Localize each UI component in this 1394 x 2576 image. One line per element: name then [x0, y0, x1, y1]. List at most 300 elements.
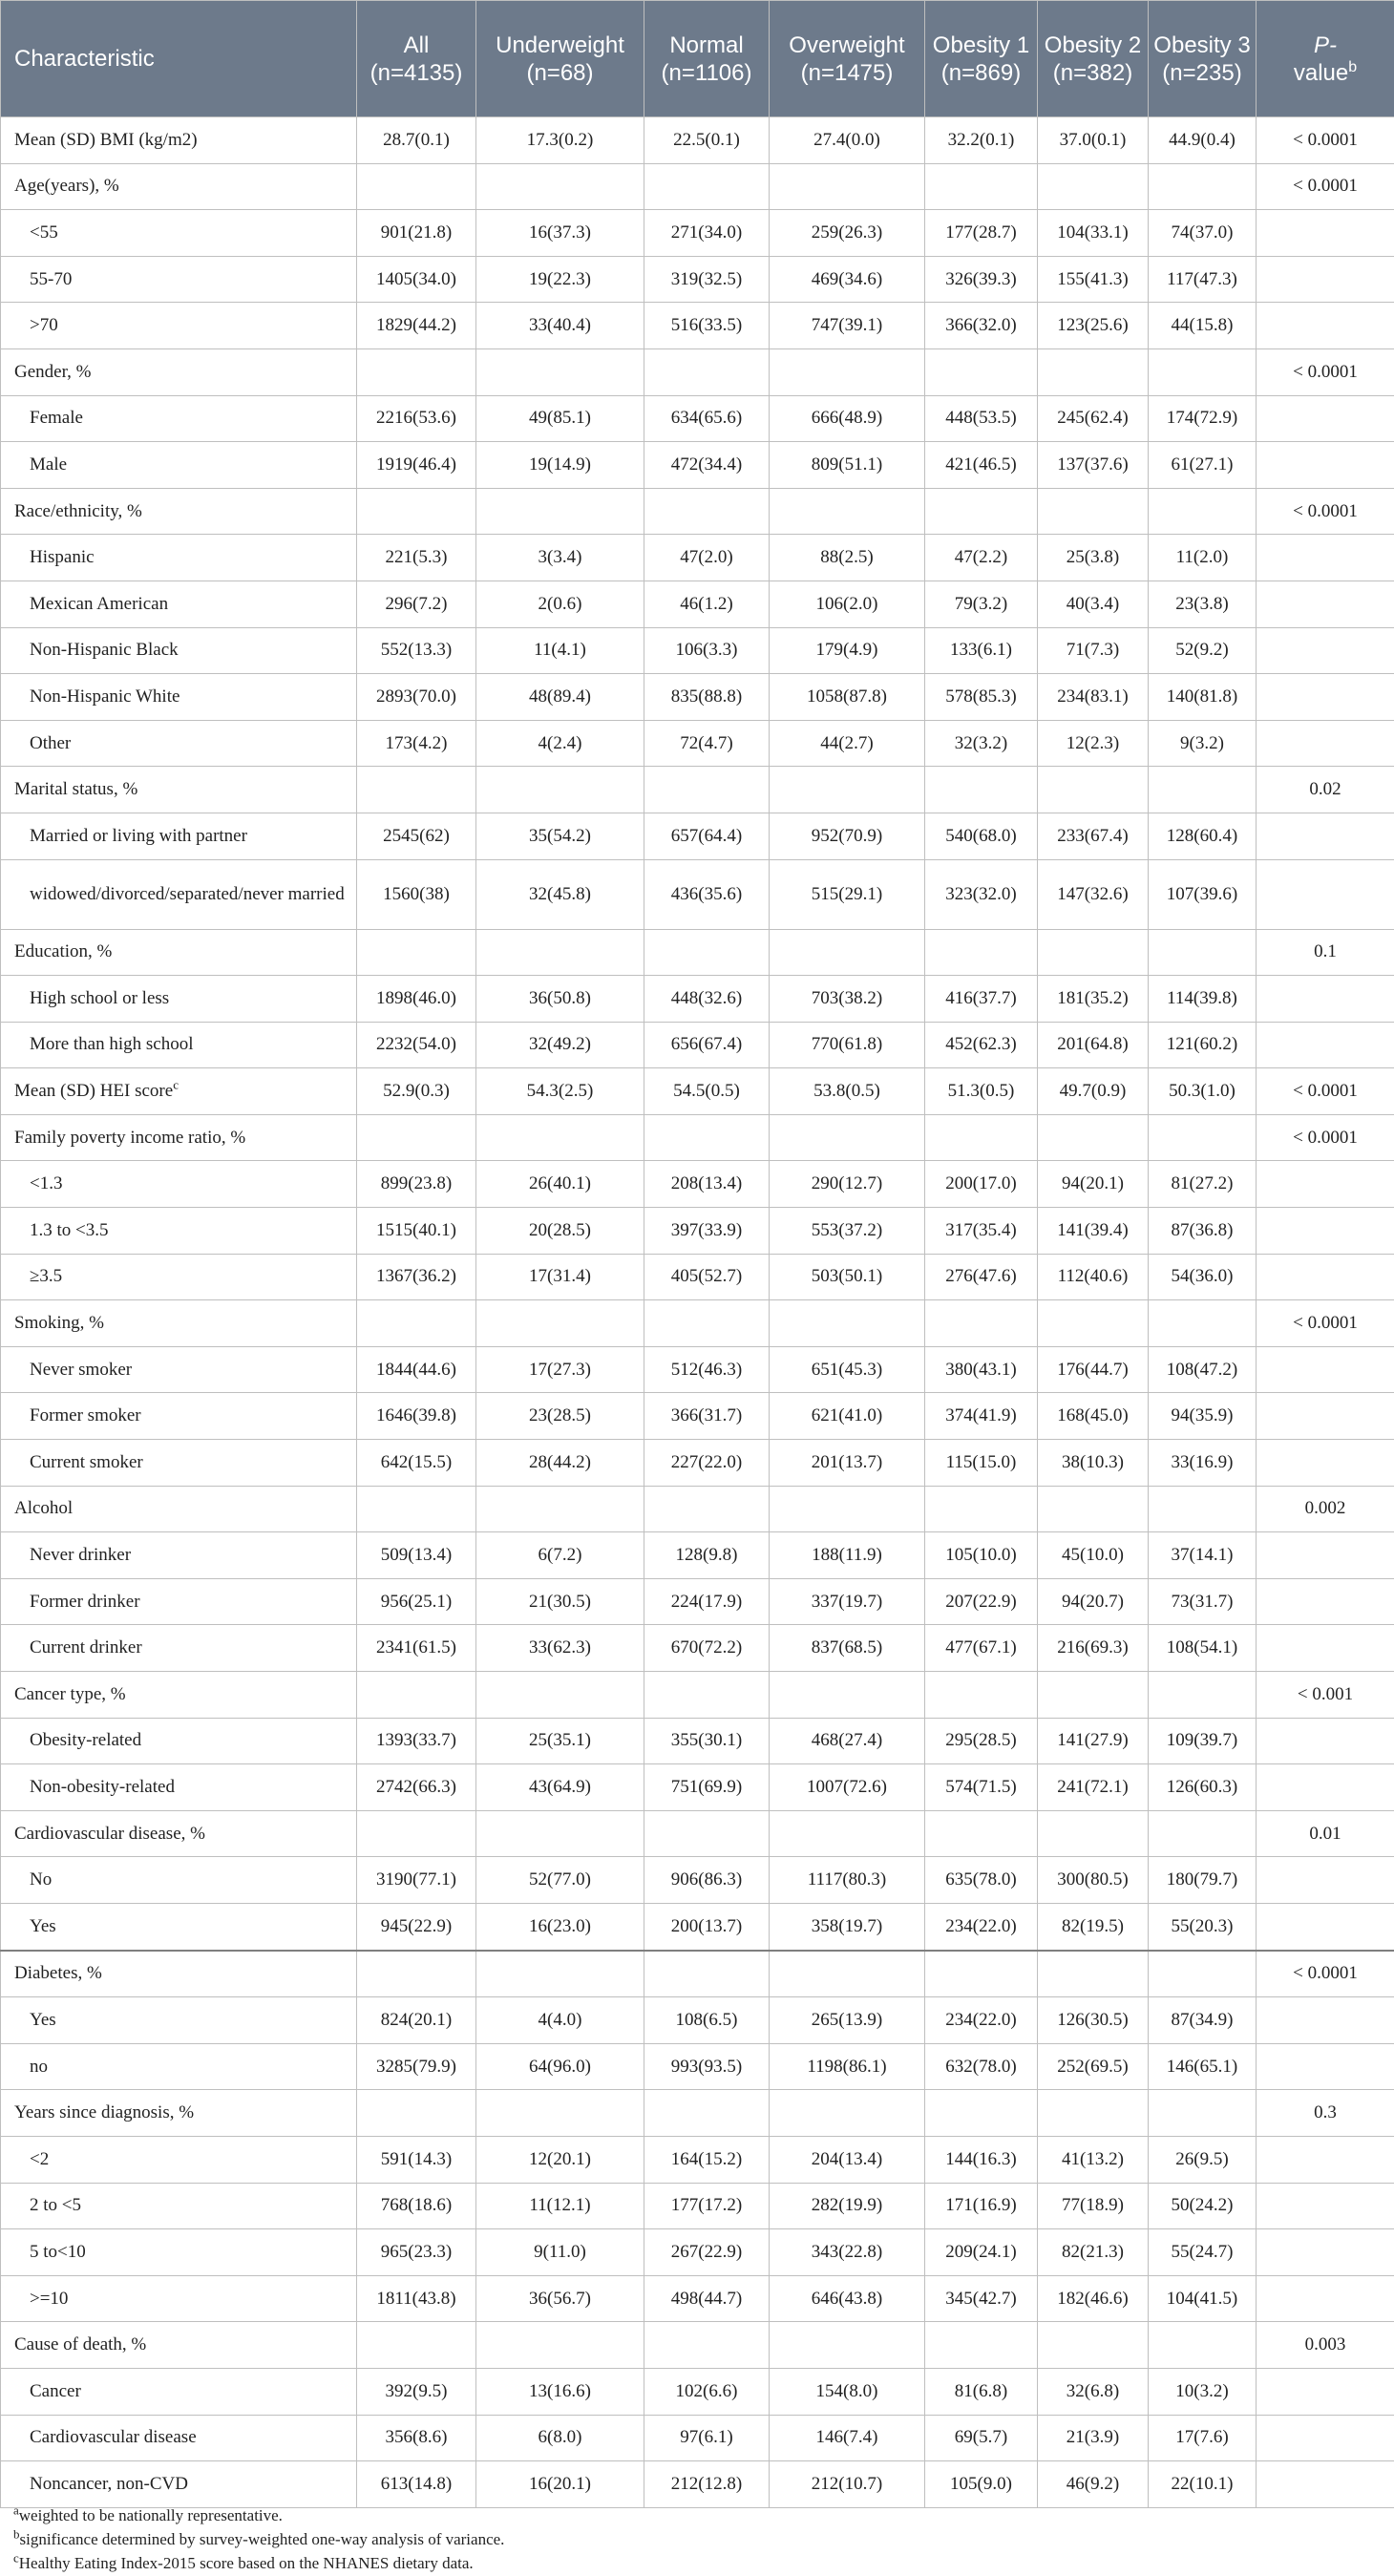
cell-value: 337(19.7)	[770, 1578, 925, 1625]
row-label	[1, 581, 357, 627]
cell-value	[925, 929, 1038, 976]
cell-value: 208(13.4)	[644, 1161, 770, 1208]
cell-value: 212(12.8)	[644, 2461, 770, 2508]
cell-value: 1515(40.1)	[357, 1208, 476, 1255]
cell-value: 634(65.6)	[644, 395, 770, 442]
row-label-text: Cardiovascular disease, %	[14, 1823, 205, 1844]
table-row	[1, 1532, 1394, 1579]
cell-value: 751(69.9)	[644, 1764, 770, 1811]
cell-value: 50(24.2)	[1149, 2183, 1257, 2229]
cell-value: 3285(79.9)	[357, 2043, 476, 2090]
cell-pvalue	[1257, 535, 1394, 581]
row-label	[1, 1114, 357, 1161]
cell-value: 108(6.5)	[644, 1997, 770, 2044]
cell-value: 295(28.5)	[925, 1718, 1038, 1764]
row-label-text: Race/ethnicity, %	[14, 500, 142, 521]
table-row	[1, 1718, 1394, 1764]
cell-value: 43(64.9)	[476, 1764, 644, 1811]
cell-value: 32(49.2)	[476, 1022, 644, 1068]
cell-value	[476, 1810, 644, 1857]
cell-value	[644, 2322, 770, 2369]
cell-value: 956(25.1)	[357, 1578, 476, 1625]
cell-value: 11(2.0)	[1149, 535, 1257, 581]
cell-pvalue	[1257, 1718, 1394, 1764]
cell-value: 397(33.9)	[644, 1208, 770, 1255]
row-label-text: Non-Hispanic Black	[30, 640, 179, 661]
row-label	[1, 2275, 357, 2322]
cell-value: 642(15.5)	[357, 1440, 476, 1487]
header-col-n: (n=68)	[526, 59, 594, 86]
cell-value: 27.4(0.0)	[770, 117, 925, 164]
table-row	[1, 581, 1394, 627]
cell-value: 1811(43.8)	[357, 2275, 476, 2322]
cell-value: 468(27.4)	[770, 1718, 925, 1764]
footnote-text: weighted to be nationally representative.	[18, 2506, 283, 2524]
cell-value	[644, 163, 770, 210]
cell-value: 19(14.9)	[476, 442, 644, 489]
cell-pvalue	[1257, 1208, 1394, 1255]
header-col-n: (n=235)	[1162, 59, 1242, 86]
cell-value: 234(22.0)	[925, 1997, 1038, 2044]
cell-value: 174(72.9)	[1149, 395, 1257, 442]
cell-value	[1038, 1486, 1149, 1532]
cell-value	[770, 767, 925, 813]
row-label	[1, 1764, 357, 1811]
footnote-text: significance determined by survey-weighted one-way analysis of variance.	[19, 2530, 505, 2548]
cell-value: 899(23.8)	[357, 1161, 476, 1208]
cell-value	[925, 767, 1038, 813]
row-label-text: Former smoker	[30, 1405, 141, 1426]
row-label-text: 1.3 to <3.5	[30, 1219, 109, 1240]
cell-value: 416(37.7)	[925, 976, 1038, 1023]
cell-value: 345(42.7)	[925, 2275, 1038, 2322]
row-label-text: no	[30, 2056, 48, 2077]
cell-value: 666(48.9)	[770, 395, 925, 442]
cell-value: 4(4.0)	[476, 1997, 644, 2044]
row-label-text: >70	[30, 315, 58, 336]
cell-value: 326(39.3)	[925, 256, 1038, 303]
row-label	[1, 1254, 357, 1300]
cell-value: 144(16.3)	[925, 2136, 1038, 2183]
cell-value: 51.3(0.5)	[925, 1068, 1038, 1115]
row-label	[1, 1068, 357, 1115]
cell-value	[476, 929, 644, 976]
cell-value: 32(6.8)	[1038, 2368, 1149, 2415]
cell-value: 552(13.3)	[357, 627, 476, 674]
cell-value	[476, 163, 644, 210]
cell-value: 71(7.3)	[1038, 627, 1149, 674]
cell-value: 176(44.7)	[1038, 1346, 1149, 1393]
cell-value	[1149, 767, 1257, 813]
cell-value: 55(24.7)	[1149, 2229, 1257, 2276]
cell-value: 233(67.4)	[1038, 813, 1149, 859]
cell-value: 2545(62)	[357, 813, 476, 859]
cell-value: 81(27.2)	[1149, 1161, 1257, 1208]
cell-value: 146(7.4)	[770, 2415, 925, 2461]
cell-pvalue: 0.01	[1257, 1810, 1394, 1857]
cell-value: 901(21.8)	[357, 210, 476, 257]
cell-value: 1829(44.2)	[357, 303, 476, 349]
cell-value: 88(2.5)	[770, 535, 925, 581]
table-row	[1, 256, 1394, 303]
row-label-text: >=10	[30, 2288, 69, 2309]
table-row	[1, 2136, 1394, 2183]
cell-pvalue: 0.3	[1257, 2090, 1394, 2137]
row-label	[1, 1997, 357, 2044]
cell-value	[1149, 1810, 1257, 1857]
cell-value: 11(12.1)	[476, 2183, 644, 2229]
cell-value: 61(27.1)	[1149, 442, 1257, 489]
cell-value	[925, 163, 1038, 210]
cell-pvalue	[1257, 1022, 1394, 1068]
cell-value: 747(39.1)	[770, 303, 925, 349]
cell-value	[476, 767, 644, 813]
cell-pvalue	[1257, 395, 1394, 442]
cell-value	[925, 348, 1038, 395]
cell-value	[770, 1300, 925, 1347]
table-row	[1, 1625, 1394, 1672]
cell-value: 52.9(0.3)	[357, 1068, 476, 1115]
cell-value: 271(34.0)	[644, 210, 770, 257]
row-label	[1, 1810, 357, 1857]
cell-value: 48(89.4)	[476, 674, 644, 721]
header-col-pvalue	[1257, 1, 1394, 117]
cell-value	[644, 1951, 770, 1997]
cell-value: 323(32.0)	[925, 859, 1038, 929]
row-label-text: Non-Hispanic White	[30, 686, 180, 707]
cell-value: 141(27.9)	[1038, 1718, 1149, 1764]
cell-value: 516(33.5)	[644, 303, 770, 349]
cell-value	[476, 2322, 644, 2369]
cell-value: 421(46.5)	[925, 442, 1038, 489]
row-label	[1, 2043, 357, 2090]
cell-value: 2232(54.0)	[357, 1022, 476, 1068]
table-row	[1, 2368, 1394, 2415]
cell-value: 2(0.6)	[476, 581, 644, 627]
cell-value	[644, 1300, 770, 1347]
cell-value: 54(36.0)	[1149, 1254, 1257, 1300]
row-label-text: widowed/divorced/separated/never married	[30, 883, 345, 904]
cell-value	[644, 929, 770, 976]
header-col-normal	[644, 1, 770, 117]
cell-pvalue	[1257, 720, 1394, 767]
cell-pvalue	[1257, 1903, 1394, 1950]
cell-value: 10(3.2)	[1149, 2368, 1257, 2415]
cell-pvalue	[1257, 813, 1394, 859]
cell-value: 69(5.7)	[925, 2415, 1038, 2461]
header-characteristic: Characteristic	[1, 1, 357, 117]
cell-value: 109(39.7)	[1149, 1718, 1257, 1764]
cell-value	[644, 488, 770, 535]
row-label-text: Gender, %	[14, 361, 92, 382]
cell-value: 33(16.9)	[1149, 1440, 1257, 1487]
cell-pvalue: 0.002	[1257, 1486, 1394, 1532]
section-row	[1, 767, 1394, 813]
row-label	[1, 1857, 357, 1904]
cell-value: 112(40.6)	[1038, 1254, 1149, 1300]
section-row	[1, 2090, 1394, 2137]
cell-value: 137(37.6)	[1038, 442, 1149, 489]
row-label-text: 2 to <5	[30, 2195, 81, 2216]
row-label-text: Family poverty income ratio, %	[14, 1127, 246, 1148]
cell-value	[476, 1672, 644, 1719]
cell-pvalue	[1257, 581, 1394, 627]
cell-value	[644, 1672, 770, 1719]
cell-value	[925, 2322, 1038, 2369]
table-row	[1, 627, 1394, 674]
header-col-n: (n=4135)	[370, 59, 463, 86]
cell-value: 23(28.5)	[476, 1393, 644, 1440]
table-row	[1, 2043, 1394, 2090]
cell-value: 45(10.0)	[1038, 1532, 1149, 1579]
row-label-text: Former drinker	[30, 1591, 140, 1612]
cell-value	[1149, 1114, 1257, 1161]
table-row	[1, 2415, 1394, 2461]
cell-value	[357, 767, 476, 813]
cell-value: 2893(70.0)	[357, 674, 476, 721]
cell-pvalue	[1257, 1857, 1394, 1904]
cell-value: 128(9.8)	[644, 1532, 770, 1579]
row-label-text: Noncancer, non-CVD	[30, 2473, 188, 2494]
cell-value: 591(14.3)	[357, 2136, 476, 2183]
cell-value: 613(14.8)	[357, 2461, 476, 2508]
cell-value	[770, 348, 925, 395]
cell-pvalue: 0.02	[1257, 767, 1394, 813]
cell-value: 469(34.6)	[770, 256, 925, 303]
cell-value: 40(3.4)	[1038, 581, 1149, 627]
row-label	[1, 1578, 357, 1625]
row-label	[1, 256, 357, 303]
cell-value	[770, 2322, 925, 2369]
cell-value	[770, 1810, 925, 1857]
cell-value: 22(10.1)	[1149, 2461, 1257, 2508]
row-label	[1, 1440, 357, 1487]
cell-value: 366(31.7)	[644, 1393, 770, 1440]
cell-value: 25(3.8)	[1038, 535, 1149, 581]
header-col-name: Underweight	[496, 32, 624, 58]
table-row	[1, 1857, 1394, 1904]
cell-value: 245(62.4)	[1038, 395, 1149, 442]
row-label	[1, 976, 357, 1023]
cell-value	[1149, 1486, 1257, 1532]
cell-value: 133(6.1)	[925, 627, 1038, 674]
row-label	[1, 1951, 357, 1997]
cell-value: 809(51.1)	[770, 442, 925, 489]
header-col-underweight	[476, 1, 644, 117]
row-label-text: <2	[30, 2148, 50, 2169]
table-row	[1, 1393, 1394, 1440]
pvalue-italic: P-	[1314, 32, 1337, 58]
row-label	[1, 210, 357, 257]
header-col-name: Obesity 2	[1044, 32, 1142, 58]
cell-value: 241(72.1)	[1038, 1764, 1149, 1811]
row-label-text: Never drinker	[30, 1545, 132, 1566]
cell-value: 9(11.0)	[476, 2229, 644, 2276]
row-label-text: Mean (SD) HEI score	[14, 1081, 174, 1102]
cell-value: 12(20.1)	[476, 2136, 644, 2183]
cell-value	[1038, 1300, 1149, 1347]
cell-pvalue	[1257, 2136, 1394, 2183]
cell-value	[357, 1672, 476, 1719]
header-col-n: (n=869)	[940, 59, 1022, 86]
cell-value: 33(40.4)	[476, 303, 644, 349]
cell-value	[770, 1114, 925, 1161]
cell-value: 105(9.0)	[925, 2461, 1038, 2508]
cell-value: 282(19.9)	[770, 2183, 925, 2229]
cell-pvalue	[1257, 210, 1394, 257]
row-label-text: <1.3	[30, 1173, 63, 1194]
cell-value: 703(38.2)	[770, 976, 925, 1023]
cell-value: 472(34.4)	[644, 442, 770, 489]
cell-pvalue	[1257, 1532, 1394, 1579]
cell-pvalue	[1257, 674, 1394, 721]
cell-value: 121(60.2)	[1149, 1022, 1257, 1068]
cell-value: 49.7(0.9)	[1038, 1068, 1149, 1115]
cell-value	[1038, 163, 1149, 210]
row-label-text: Married or living with partner	[30, 825, 247, 846]
table-row	[1, 2275, 1394, 2322]
cell-value: 47(2.0)	[644, 535, 770, 581]
cell-value: 358(19.7)	[770, 1903, 925, 1950]
cell-value: 216(69.3)	[1038, 1625, 1149, 1672]
cell-pvalue	[1257, 2415, 1394, 2461]
cell-value: 12(2.3)	[1038, 720, 1149, 767]
cell-value: 632(78.0)	[925, 2043, 1038, 2090]
cell-value: 41(13.2)	[1038, 2136, 1149, 2183]
cell-value: 16(37.3)	[476, 210, 644, 257]
cell-value: 276(47.6)	[925, 1254, 1038, 1300]
table-row	[1, 1578, 1394, 1625]
cell-pvalue	[1257, 1440, 1394, 1487]
section-row	[1, 2322, 1394, 2369]
row-label-text: Obesity-related	[30, 1730, 142, 1751]
row-label	[1, 2461, 357, 2508]
cell-value	[770, 1672, 925, 1719]
header-col-n: (n=382)	[1052, 59, 1133, 86]
row-label	[1, 1672, 357, 1719]
cell-value	[925, 1300, 1038, 1347]
cell-value: 290(12.7)	[770, 1161, 925, 1208]
cell-value	[357, 348, 476, 395]
table-row	[1, 117, 1394, 164]
cell-value: 477(67.1)	[925, 1625, 1038, 1672]
section-row	[1, 488, 1394, 535]
cell-value: 126(30.5)	[1038, 1997, 1149, 2044]
row-label-text: Cause of death, %	[14, 2334, 147, 2355]
cell-value: 392(9.5)	[357, 2368, 476, 2415]
cell-value: 300(80.5)	[1038, 1857, 1149, 1904]
table-row	[1, 720, 1394, 767]
row-label	[1, 929, 357, 976]
cell-value: 115(15.0)	[925, 1440, 1038, 1487]
cell-value: 6(7.2)	[476, 1532, 644, 1579]
cell-value: 168(45.0)	[1038, 1393, 1149, 1440]
cell-value: 104(33.1)	[1038, 210, 1149, 257]
cell-value: 173(4.2)	[357, 720, 476, 767]
cell-value: 155(41.3)	[1038, 256, 1149, 303]
cell-value: 147(32.6)	[1038, 859, 1149, 929]
cell-value: 651(45.3)	[770, 1346, 925, 1393]
cell-value	[770, 163, 925, 210]
row-label-text: Hispanic	[30, 547, 95, 568]
cell-value	[644, 2090, 770, 2137]
cell-value: 16(20.1)	[476, 2461, 644, 2508]
cell-value: 1393(33.7)	[357, 1718, 476, 1764]
cell-pvalue	[1257, 859, 1394, 929]
cell-value: 82(21.3)	[1038, 2229, 1149, 2276]
cell-value: 177(28.7)	[925, 210, 1038, 257]
cell-value: 6(8.0)	[476, 2415, 644, 2461]
header-col-name: Obesity 1	[932, 32, 1030, 58]
cell-value: 343(22.8)	[770, 2229, 925, 2276]
table-row	[1, 1254, 1394, 1300]
cell-pvalue	[1257, 2183, 1394, 2229]
row-label-text: <55	[30, 222, 58, 243]
cell-value: 374(41.9)	[925, 1393, 1038, 1440]
section-row	[1, 1672, 1394, 1719]
cell-value: 94(20.1)	[1038, 1161, 1149, 1208]
section-row	[1, 1300, 1394, 1347]
footnote-mark: c	[13, 2550, 19, 2565]
cell-value	[476, 1114, 644, 1161]
cell-value: 52(77.0)	[476, 1857, 644, 1904]
row-label	[1, 1486, 357, 1532]
table-row	[1, 1068, 1394, 1115]
cell-value: 141(39.4)	[1038, 1208, 1149, 1255]
cell-value: 117(47.3)	[1149, 256, 1257, 303]
cell-value: 44(2.7)	[770, 720, 925, 767]
cell-value	[770, 929, 925, 976]
row-label	[1, 303, 357, 349]
cell-pvalue	[1257, 1764, 1394, 1811]
cell-value: 3190(77.1)	[357, 1857, 476, 1904]
cell-value: 265(13.9)	[770, 1997, 925, 2044]
cell-value: 21(3.9)	[1038, 2415, 1149, 2461]
cell-value: 37(14.1)	[1149, 1532, 1257, 1579]
cell-value: 234(83.1)	[1038, 674, 1149, 721]
cell-value	[476, 1300, 644, 1347]
row-label-text: Education, %	[14, 941, 113, 962]
cell-value: 509(13.4)	[357, 1532, 476, 1579]
row-label-text: Smoking, %	[14, 1313, 104, 1334]
cell-value: 38(10.3)	[1038, 1440, 1149, 1487]
cell-pvalue	[1257, 303, 1394, 349]
row-label-text: More than high school	[30, 1034, 194, 1055]
cell-value	[357, 2090, 476, 2137]
cell-value	[925, 1672, 1038, 1719]
cell-value: 670(72.2)	[644, 1625, 770, 1672]
cell-value: 106(3.3)	[644, 627, 770, 674]
cell-value: 16(23.0)	[476, 1903, 644, 1950]
cell-value: 73(31.7)	[1149, 1578, 1257, 1625]
cell-value: 179(4.9)	[770, 627, 925, 674]
row-label-text: Female	[30, 408, 83, 429]
cell-value: 1898(46.0)	[357, 976, 476, 1023]
cell-pvalue	[1257, 1161, 1394, 1208]
cell-value	[770, 488, 925, 535]
footnote-text: Healthy Eating Index-2015 score based on the NHANES dietary data.	[18, 2554, 474, 2572]
cell-value	[925, 2090, 1038, 2137]
cell-value: 296(7.2)	[357, 581, 476, 627]
row-label	[1, 1022, 357, 1068]
row-label	[1, 2090, 357, 2137]
table-row	[1, 1346, 1394, 1393]
cell-pvalue	[1257, 2368, 1394, 2415]
header-col-obesity-3	[1149, 1, 1257, 117]
table-row	[1, 1903, 1394, 1950]
cell-value: 94(35.9)	[1149, 1393, 1257, 1440]
cell-value	[357, 1486, 476, 1532]
